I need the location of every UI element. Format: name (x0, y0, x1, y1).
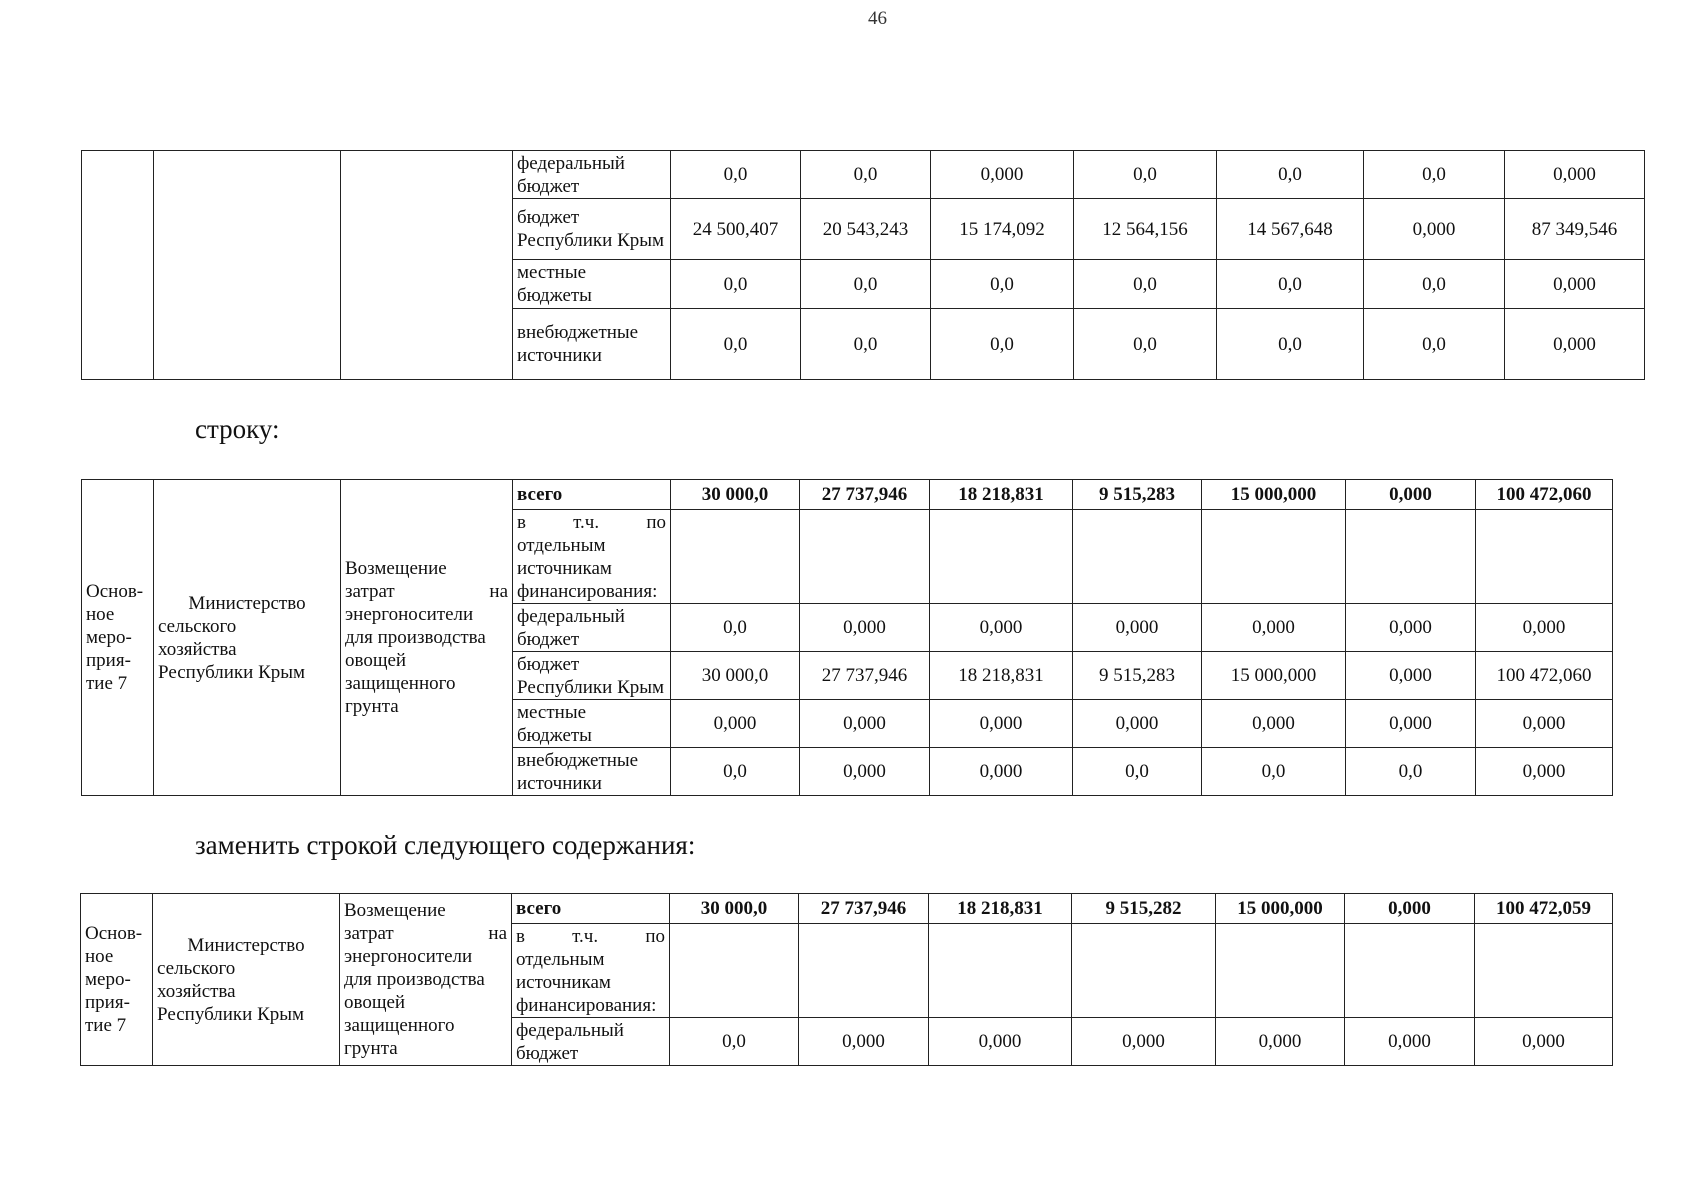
executor-line: Министерство (187, 934, 305, 956)
source-line: бюджет (517, 628, 580, 650)
total-value-cell: 9 515,283 (1073, 480, 1202, 510)
row-value-cell: 0,000 (1475, 1018, 1613, 1066)
source-line: местные (517, 262, 587, 283)
row-value-cell: 0,000 (1476, 700, 1613, 748)
empty-value-cell (1346, 510, 1476, 604)
row-value-cell: 0,0 (1217, 309, 1364, 380)
source-cell (513, 604, 671, 652)
total-row (81, 894, 1613, 924)
row-value-cell: 0,000 (1346, 700, 1476, 748)
source-cell (513, 151, 671, 199)
row-value-cell: 14 567,648 (1217, 199, 1364, 260)
source-line: источники (517, 345, 602, 366)
row-value-cell: 0,0 (1073, 748, 1202, 796)
row-value-cell: 0,0 (801, 151, 931, 199)
measure-name-line: овощей (345, 650, 407, 671)
event-line: тие 7 (86, 673, 128, 694)
executor-line: хозяйства (157, 980, 236, 1002)
total-value-cell: 9 515,282 (1072, 894, 1216, 924)
row-value-cell: 87 349,546 (1505, 199, 1645, 260)
row-value-cell: 0,000 (1345, 1018, 1475, 1066)
empty-value-cell (1072, 924, 1216, 1018)
row-value-cell: 27 737,946 (800, 652, 930, 700)
executor-line: сельского (157, 957, 236, 979)
empty-value-cell (800, 510, 930, 604)
row-value-cell: 0,000 (931, 151, 1074, 199)
row-value-cell: 0,000 (1476, 604, 1613, 652)
source-line: бюджет (516, 1042, 579, 1064)
page-number: 46 (868, 8, 887, 29)
empty-value-cell (1475, 924, 1613, 1018)
table-row (82, 151, 1645, 199)
source-cell (512, 1018, 670, 1066)
row-value-cell: 0,000 (930, 604, 1073, 652)
text-replace-instruction: заменить строкой следующего содержания: (195, 830, 696, 860)
source-cell (513, 652, 671, 700)
row-value-cell: 0,000 (800, 748, 930, 796)
measure-name-line: Возмещение (344, 900, 446, 921)
source-line: бюджеты (517, 285, 592, 306)
event-line: Основ- (85, 923, 143, 944)
executor-line: сельского (158, 615, 237, 637)
by-sources-line: источникам (517, 557, 612, 579)
row-value-cell: 0,000 (1202, 700, 1346, 748)
source-cell (513, 748, 671, 796)
total-value-cell: 27 737,946 (799, 894, 929, 924)
empty-value-cell (929, 924, 1072, 1018)
measure-name-line: для производства (344, 969, 485, 990)
source-line: бюджет (517, 175, 580, 197)
row-value-cell: 0,000 (800, 604, 930, 652)
total-value-cell: 18 218,831 (929, 894, 1072, 924)
empty-value-cell (670, 924, 799, 1018)
row-value-cell: 0,0 (1074, 260, 1217, 309)
by-sources-line: в т.ч. по (517, 511, 666, 533)
row-value-cell: 0,0 (671, 309, 801, 380)
measure-name-line: затрат на (344, 923, 507, 944)
total-value-cell: 18 218,831 (930, 480, 1073, 510)
source-line: Республики Крым (517, 676, 665, 698)
empty-value-cell (1345, 924, 1475, 1018)
total-label-cell: всего (512, 894, 670, 924)
row-value-cell: 0,000 (1505, 260, 1645, 309)
source-line: местные (517, 701, 587, 723)
row-value-cell: 0,0 (1217, 151, 1364, 199)
measure-name-line: грунта (345, 696, 399, 717)
row-value-cell: 0,000 (1476, 748, 1613, 796)
measure-name-cell (340, 894, 512, 1066)
row-value-cell: 0,0 (670, 1018, 799, 1066)
by-sources-cell (512, 924, 670, 1018)
row-value-cell: 0,000 (930, 748, 1073, 796)
row-value-cell: 0,000 (1505, 309, 1645, 380)
row-value-cell: 0,0 (801, 309, 931, 380)
source-line: федеральный (517, 152, 625, 174)
measure-name-cell (341, 480, 513, 796)
by-sources-line: отдельным (517, 534, 606, 556)
total-value-cell: 30 000,0 (670, 894, 799, 924)
source-line: Республики Крым (517, 230, 665, 251)
by-sources-line: финансирования: (517, 580, 658, 602)
row-value-cell: 0,0 (671, 604, 800, 652)
row-value-cell: 0,000 (1346, 652, 1476, 700)
measure-name-line: защищенного (345, 673, 456, 694)
total-value-cell: 15 000,000 (1216, 894, 1345, 924)
by-sources-line: в т.ч. по (516, 925, 665, 947)
row-value-cell: 0,000 (800, 700, 930, 748)
measure-name-line: затрат на (345, 581, 508, 602)
row-value-cell: 18 218,831 (930, 652, 1073, 700)
total-row (82, 480, 1613, 510)
measure-name-line: защищенного (344, 1015, 455, 1036)
measure-name-line: Возмещение (345, 558, 447, 579)
row-value-cell: 30 000,0 (671, 652, 800, 700)
row-value-cell: 0,0 (671, 748, 800, 796)
row-value-cell: 0,0 (931, 309, 1074, 380)
row-value-cell: 0,000 (1364, 199, 1505, 260)
measure-name-line: овощей (344, 992, 406, 1013)
row-value-cell: 12 564,156 (1074, 199, 1217, 260)
row-value-cell: 0,0 (1202, 748, 1346, 796)
row-value-cell: 0,000 (1216, 1018, 1345, 1066)
row-value-cell: 0,0 (1364, 260, 1505, 309)
funding-table-new-row (80, 893, 1613, 1066)
row-value-cell: 15 000,000 (1202, 652, 1346, 700)
row-value-cell: 0,000 (1073, 700, 1202, 748)
row-value-cell: 0,0 (1364, 309, 1505, 380)
by-sources-line: отдельным (516, 948, 605, 970)
executor-line: Республики Крым (158, 661, 306, 683)
executor-line: Министерство (188, 592, 306, 614)
total-label-cell: всего (513, 480, 671, 510)
event-line: ное (86, 604, 115, 625)
executor-cell (153, 894, 340, 1066)
total-value-cell: 30 000,0 (671, 480, 800, 510)
source-cell (513, 309, 671, 380)
total-value-cell: 0,000 (1346, 480, 1476, 510)
row-value-cell: 24 500,407 (671, 199, 801, 260)
source-line: бюджет (517, 207, 580, 228)
measure-name-line: энергоносители (344, 946, 473, 967)
source-line: федеральный (517, 605, 625, 627)
row-value-cell: 0,0 (931, 260, 1074, 309)
executor-line: Республики Крым (157, 1003, 305, 1025)
empty-value-cell (1476, 510, 1613, 604)
row-value-cell: 0,0 (1074, 309, 1217, 380)
empty-value-cell (1073, 510, 1202, 604)
row-value-cell: 0,000 (1346, 604, 1476, 652)
row-value-cell: 0,0 (671, 151, 801, 199)
empty-value-cell (1216, 924, 1345, 1018)
empty-value-cell (1202, 510, 1346, 604)
event-cell (82, 480, 154, 796)
executor-cell-empty (154, 151, 341, 380)
event-line: прия- (86, 650, 131, 671)
row-value-cell: 0,0 (1346, 748, 1476, 796)
row-value-cell: 20 543,243 (801, 199, 931, 260)
executor-cell (154, 480, 341, 796)
row-value-cell: 0,0 (1074, 151, 1217, 199)
row-value-cell: 0,000 (1505, 151, 1645, 199)
total-value-cell: 27 737,946 (800, 480, 930, 510)
funding-table-old-row (81, 479, 1613, 796)
row-value-cell: 0,000 (1202, 604, 1346, 652)
event-cell (81, 894, 153, 1066)
row-value-cell: 100 472,060 (1476, 652, 1613, 700)
measure-name-line: для производства (345, 627, 486, 648)
funding-table-continuation (81, 150, 1645, 380)
row-value-cell: 0,000 (671, 700, 800, 748)
text-stroku: строку: (195, 414, 280, 444)
source-cell (513, 260, 671, 309)
row-value-cell: 0,000 (799, 1018, 929, 1066)
event-line: меро- (85, 969, 131, 990)
source-line: бюджеты (517, 724, 592, 746)
row-value-cell: 0,000 (930, 700, 1073, 748)
row-value-cell: 0,000 (1072, 1018, 1216, 1066)
measure-name-line: грунта (344, 1038, 398, 1059)
event-line: тие 7 (85, 1015, 127, 1036)
source-line: источники (517, 772, 602, 794)
event-cell-empty (82, 151, 154, 380)
empty-value-cell (799, 924, 929, 1018)
source-line: бюджет (517, 653, 580, 675)
source-line: федеральный (516, 1019, 624, 1041)
measure-name-line: энергоносители (345, 604, 474, 625)
by-sources-cell (513, 510, 671, 604)
executor-line: хозяйства (158, 638, 237, 660)
row-value-cell: 0,0 (1217, 260, 1364, 309)
row-value-cell: 0,000 (929, 1018, 1072, 1066)
total-value-cell: 0,000 (1345, 894, 1475, 924)
source-cell (513, 700, 671, 748)
name-cell-empty (341, 151, 513, 380)
total-value-cell: 100 472,060 (1476, 480, 1613, 510)
row-value-cell: 9 515,283 (1073, 652, 1202, 700)
empty-value-cell (930, 510, 1073, 604)
total-value-cell: 100 472,059 (1475, 894, 1613, 924)
event-line: Основ- (86, 581, 144, 602)
empty-value-cell (671, 510, 800, 604)
source-line: внебюджетные (517, 322, 639, 343)
row-value-cell: 15 174,092 (931, 199, 1074, 260)
source-cell (513, 199, 671, 260)
by-sources-line: источникам (516, 971, 611, 993)
event-line: ное (85, 946, 114, 967)
row-value-cell: 0,0 (1364, 151, 1505, 199)
event-line: меро- (86, 627, 132, 648)
row-value-cell: 0,000 (1073, 604, 1202, 652)
total-value-cell: 15 000,000 (1202, 480, 1346, 510)
event-line: прия- (85, 992, 130, 1013)
row-value-cell: 0,0 (671, 260, 801, 309)
by-sources-line: финансирования: (516, 994, 657, 1016)
row-value-cell: 0,0 (801, 260, 931, 309)
source-line: внебюджетные (517, 749, 639, 771)
